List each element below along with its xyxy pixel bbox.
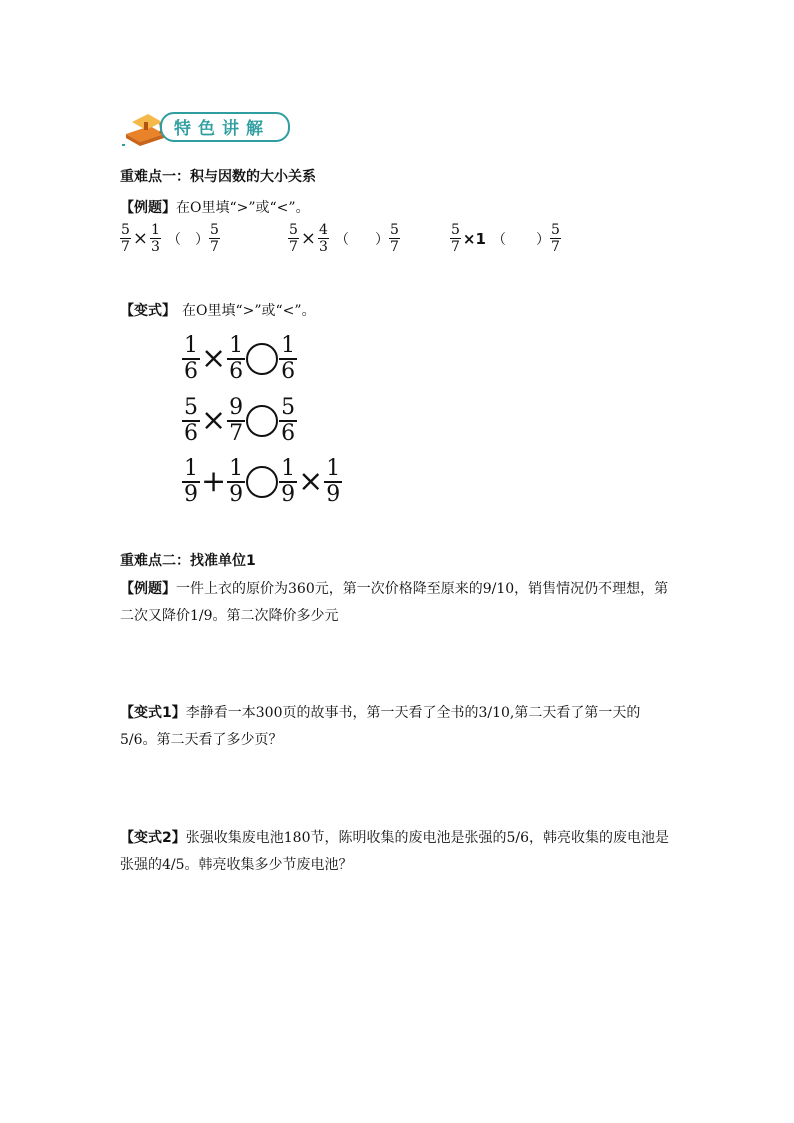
fraction: $\frac{5}{7}$ — [550, 222, 560, 255]
fraction: $\frac{1}{9}$ — [184, 456, 198, 507]
answer-blank-close: ） — [374, 231, 389, 248]
example1-line — [120, 197, 310, 217]
fraction: $\frac{1}{6}$ — [281, 333, 296, 384]
variant2-text: 张强收集废电池180节，陈明收集的废电池是张强的5/6，韩亮收集的废电池是张强的4/5。韩亮收集多少节废电池？ — [120, 830, 670, 873]
variant1-line — [120, 300, 316, 320]
example2-text: 一件上衣的原价为360元，第一次价格降至原来的9/10，销售情况仍不理想，第二次又降价1/9。第二次降价多少元 — [120, 581, 669, 624]
example1-label: 【例题】 — [120, 200, 176, 216]
fraction: $\frac{1}{9}$ — [229, 456, 244, 507]
operator: + — [201, 464, 227, 500]
fraction: $\frac{5}{7}$ — [289, 222, 298, 255]
section1-heading: 重难点一：积与因数的大小关系 — [120, 169, 316, 185]
fraction: $\frac{5}{7}$ — [121, 222, 130, 255]
answer-blank-open[interactable]: （ — [491, 231, 506, 248]
variant2-label: 【变式2】 — [120, 830, 186, 846]
fraction: $\frac{1}{3}$ — [151, 222, 160, 255]
section2-variant1 — [120, 700, 676, 754]
fraction: $\frac{5}{6}$ — [184, 395, 198, 446]
section2-heading: 重难点二：找准单位1 — [120, 553, 256, 569]
example1-expression-2 — [288, 222, 400, 255]
variant-expression-3 — [182, 457, 342, 507]
operator: × — [201, 341, 227, 377]
example1-expression-3 — [450, 222, 561, 255]
fraction: $\frac{5}{7}$ — [209, 222, 219, 255]
fraction: $\frac{5}{6}$ — [281, 395, 296, 446]
fraction: $\frac{9}{7}$ — [229, 395, 244, 446]
answer-circle[interactable] — [246, 466, 278, 498]
fraction: $\frac{5}{7}$ — [451, 222, 460, 255]
variant-label: 【变式】 — [120, 303, 176, 319]
answer-circle[interactable] — [246, 405, 278, 437]
variant1-text: 李静看一本300页的故事书，第一天看了全书的3/10,第二天看了第一天的5/6。第二天看了多少页？ — [120, 705, 641, 748]
section2-variant2 — [120, 825, 676, 879]
operator: × — [300, 228, 317, 249]
variant-instruction: 在O里填“>”或“<”。 — [182, 303, 316, 319]
section-banner — [120, 108, 292, 144]
operator: × — [298, 464, 324, 500]
variant1-label: 【变式1】 — [120, 705, 186, 721]
fraction: $\frac{1}{9}$ — [281, 456, 296, 507]
fraction: $\frac{1}{6}$ — [184, 333, 198, 384]
example1-expression-1 — [120, 222, 220, 255]
example1-instruction: 在O里填“>”或“<”。 — [176, 200, 310, 216]
variant-expression-1 — [182, 334, 297, 384]
section2-example — [120, 576, 676, 630]
operator: × — [132, 228, 149, 249]
fraction: $\frac{1}{6}$ — [229, 333, 244, 384]
banner-title: 特色讲解 — [174, 119, 270, 139]
operator: × — [201, 403, 227, 439]
fraction: $\frac{1}{9}$ — [326, 456, 341, 507]
answer-blank-close: ） — [535, 231, 550, 248]
variant-expression-2 — [182, 396, 297, 446]
fraction: $\frac{4}{3}$ — [319, 222, 328, 255]
example2-label: 【例题】 — [120, 581, 176, 597]
answer-blank-open[interactable]: （ — [166, 231, 181, 248]
answer-blank-close: ） — [194, 231, 209, 248]
answer-circle[interactable] — [246, 343, 278, 375]
operator: ×1 — [462, 229, 486, 248]
fraction: $\frac{5}{7}$ — [389, 222, 399, 255]
answer-blank-open[interactable]: （ — [334, 231, 349, 248]
